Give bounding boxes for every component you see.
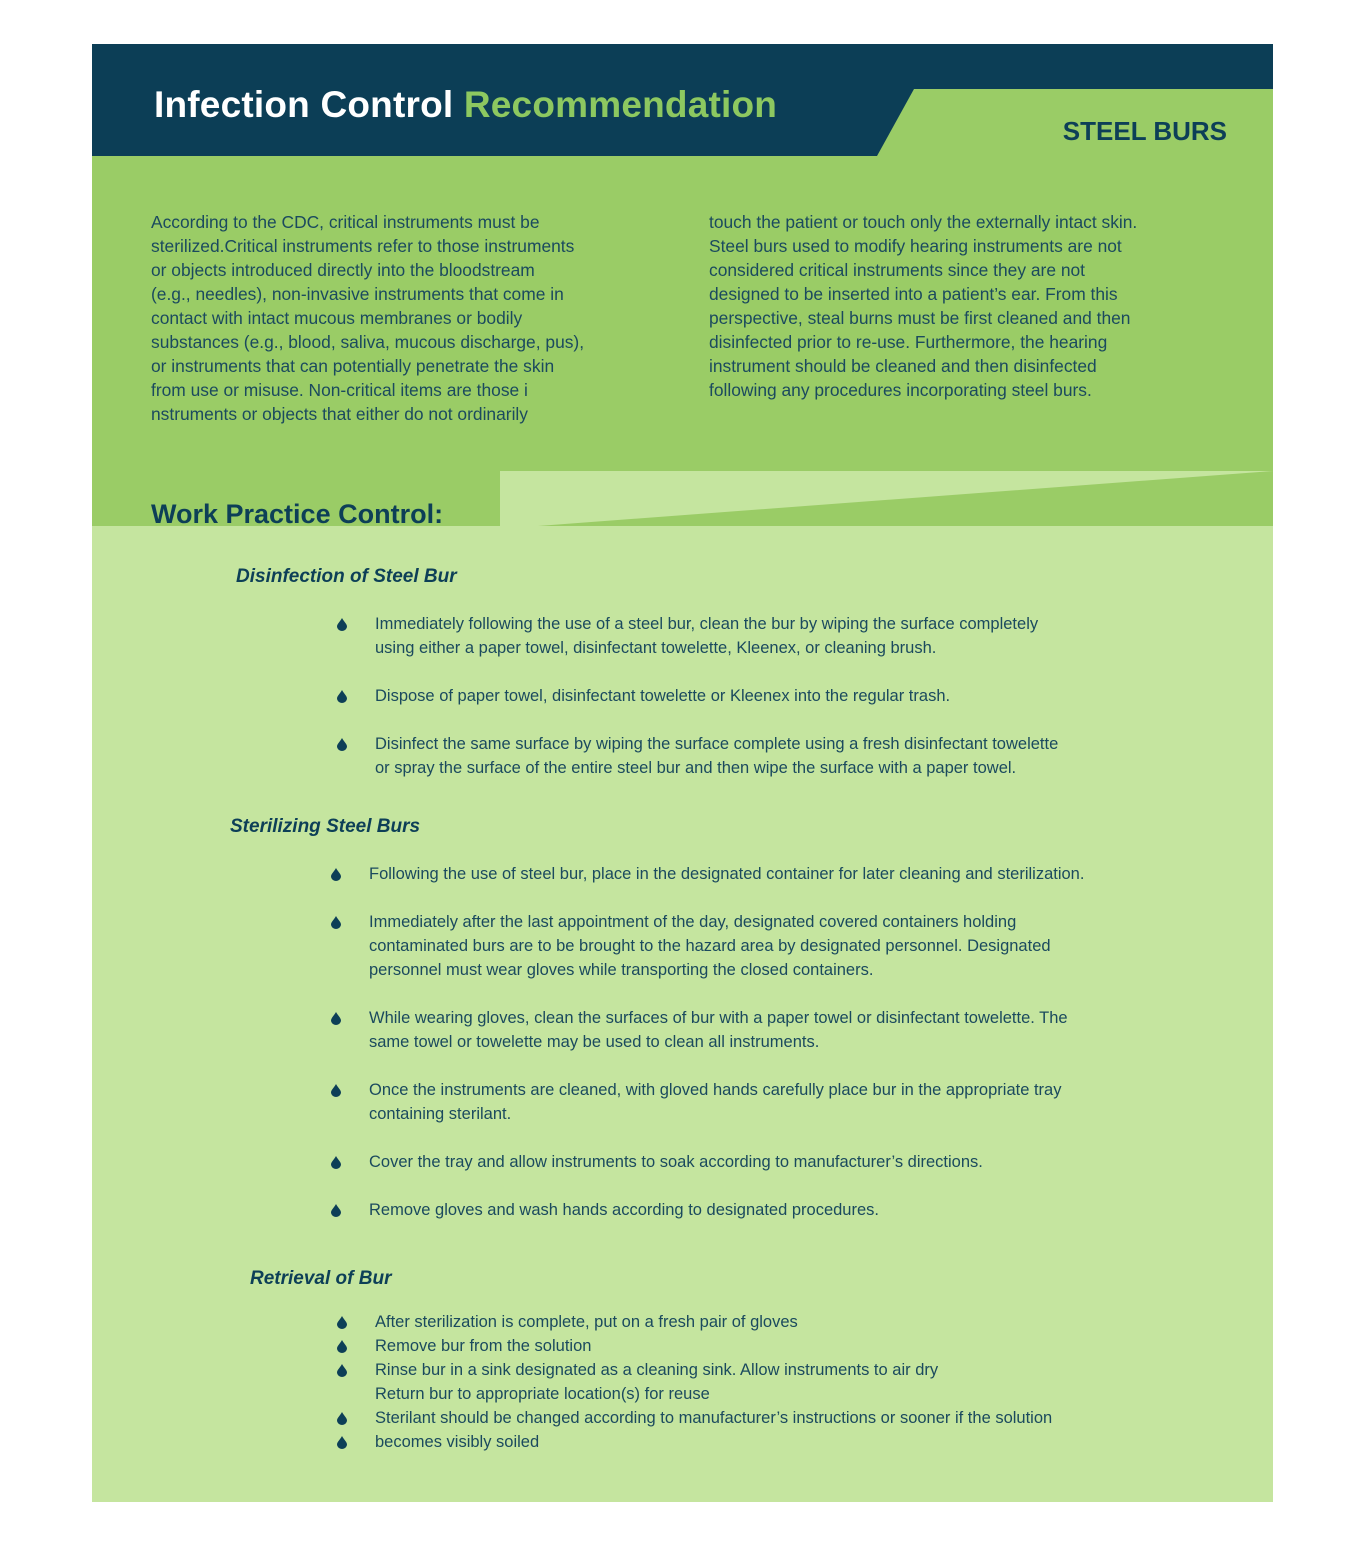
list-item-text: Remove bur from the solution (375, 1337, 592, 1355)
list-item-text: Following the use of steel bur, place in the designated container for later cleaning and sterilization. (369, 865, 1085, 883)
subsection-title-disinfection: Disinfection of Steel Bur (236, 566, 457, 587)
list-item (337, 684, 1058, 708)
list-item (337, 1358, 1052, 1382)
water-drop-icon (331, 916, 341, 929)
section-heading: Work Practice Control: (151, 499, 444, 529)
band-notch (500, 471, 1273, 526)
list-item (331, 1150, 1084, 1174)
subsection-title-sterilizing: Sterilizing Steel Burs (230, 816, 421, 837)
list-item (331, 910, 1084, 982)
page-title (154, 84, 777, 126)
list-item (331, 862, 1084, 886)
list-item-text: becomes visibly soiled (375, 1433, 540, 1451)
list-item-text: After sterilization is complete, put on a fresh pair of gloves (375, 1313, 798, 1331)
subject-label: STEEL BURS (1062, 116, 1227, 146)
list-item (337, 1382, 1052, 1406)
water-drop-icon (337, 1412, 347, 1425)
list-item (337, 1334, 1052, 1358)
water-drop-icon (331, 1204, 341, 1217)
list-item (331, 1078, 1084, 1126)
list-item-text: Cover the tray and allow instruments to soak according to manufacturer’s directions. (369, 1153, 983, 1171)
water-drop-icon (331, 1084, 341, 1097)
water-drop-icon (337, 1340, 347, 1353)
water-drop-icon (331, 1156, 341, 1169)
list-item (337, 1406, 1052, 1430)
intro-text-right: touch the patient or touch only the externally intact skin. Steel burs used to modify hearing instruments are not considered critical instruments since they are not designed to be inserted into a patient’s ear. From this perspective, steal burns must be first cleaned and then disinfected prior to re-use. Furthermore, the hearing instrument should be cleaned and then disinfected following any procedures incorporating steel burs. (709, 212, 1138, 400)
disinfection-list (337, 612, 1058, 804)
list-item (337, 612, 1058, 660)
water-drop-icon (331, 1012, 341, 1025)
water-drop-icon (337, 738, 347, 751)
list-item (337, 1310, 1052, 1334)
list-item-text: Disinfect the same surface by wiping the surface complete using a fresh disinfectant towelette or spray the surface of the entire steel bur and then wipe the surface with a paper towel. (375, 735, 1059, 777)
water-drop-icon (331, 868, 341, 881)
list-item-text: Sterilant should be changed according to manufacturer’s instructions or sooner if the solution (375, 1409, 1053, 1427)
list-item (331, 1198, 1084, 1222)
intro-text-left: According to the CDC, critical instruments must be sterilized.Critical instruments refer to those instruments or objects introduced directly into the bloodstream (e.g., needles), non-invasive instruments that come in contact with intact mucous membranes or bodily substances (e.g., blood, saliva, mucous discharge, pus), or instruments that can potentially penetrate the skin from use or misuse. Non-critical items are those i nstruments or objects that either do not ordinarily (151, 212, 585, 424)
list-item (331, 1006, 1084, 1054)
retrieval-list (337, 1310, 1052, 1454)
subsection-title-retrieval: Retrieval of Bur (250, 1268, 392, 1289)
title-accent: Recommendation (463, 84, 778, 125)
water-drop-icon (337, 1436, 347, 1449)
sterilizing-list (331, 862, 1084, 1246)
water-drop-icon (337, 618, 347, 631)
list-item-text: While wearing gloves, clean the surfaces of bur with a paper towel or disinfectant towelette. The same towel or towelette may be used to clean all instruments. (369, 1009, 1068, 1051)
list-item-text: Once the instruments are cleaned, with gloved hands carefully place bur in the appropriate tray containing sterilant. (369, 1081, 1062, 1123)
list-item-text: Remove gloves and wash hands according to designated procedures. (369, 1201, 879, 1219)
list-item (337, 732, 1058, 780)
list-item-text: Immediately following the use of a steel bur, clean the bur by wiping the surface completely using either a paper towel, disinfectant towelette, Kleenex, or cleaning brush. (375, 615, 1039, 657)
title-main: Infection Control (154, 84, 454, 125)
water-drop-icon (337, 1364, 347, 1377)
water-drop-icon (337, 690, 347, 703)
water-drop-icon (337, 1316, 347, 1329)
list-item (337, 1430, 1052, 1454)
list-item-text: Return bur to appropriate location(s) for reuse (375, 1385, 710, 1403)
list-item-text: Dispose of paper towel, disinfectant towelette or Kleenex into the regular trash. (375, 687, 951, 705)
list-item-text: Immediately after the last appointment of the day, designated covered containers holding contaminated burs are to be brought to the hazard area by designated personnel. Designated personnel must wear gloves while transporting the closed containers. (369, 913, 1051, 979)
list-item-text: Rinse bur in a sink designated as a cleaning sink. Allow instruments to air dry (375, 1361, 939, 1379)
